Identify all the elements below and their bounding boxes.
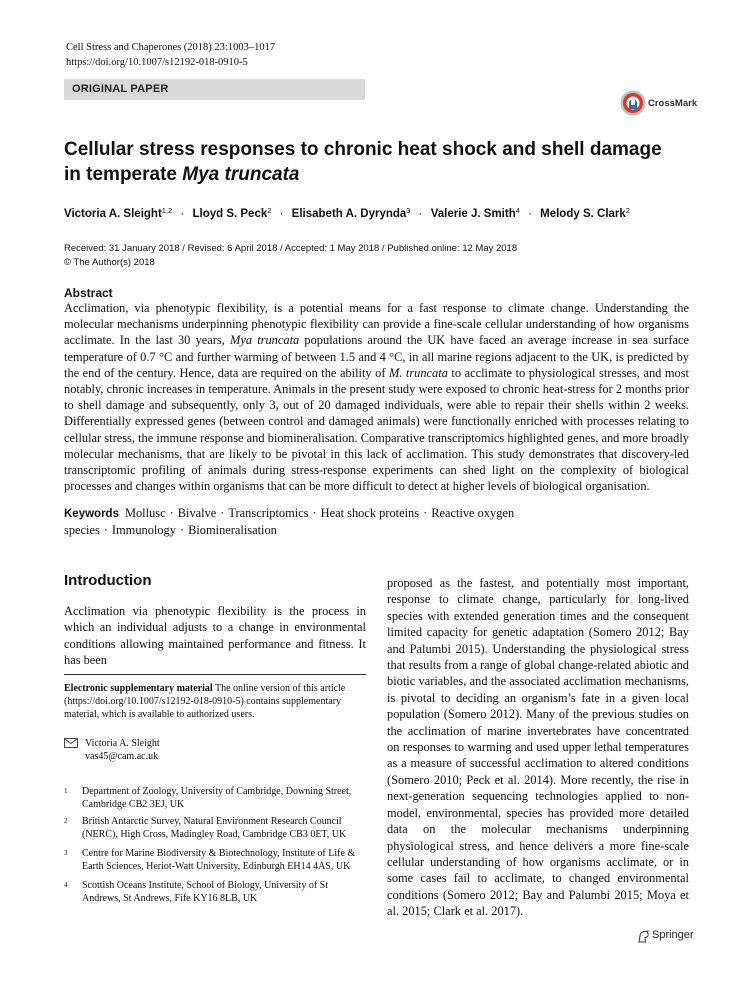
keyword-separator: · (179, 523, 185, 537)
publication-dates (64, 242, 517, 270)
affiliation-text: Department of Zoology, University of Cambridge, Downing Street, Cambridge CB2 3EJ, UK (82, 786, 352, 811)
abstract-body (64, 300, 689, 494)
author-name[interactable]: Elisabeth A. Dyrynda (291, 208, 407, 220)
paper-title (64, 137, 684, 187)
crossmark-icon (620, 90, 646, 116)
supplementary-material-note (64, 682, 366, 722)
keyword: Reactive oxygen species (64, 506, 515, 537)
keyword: Bivalve (177, 506, 217, 520)
crossmark-label: CrossMark (648, 98, 698, 109)
author-separator: · (418, 208, 423, 220)
keyword: Immunology (111, 523, 176, 537)
author-name[interactable]: Victoria A. Sleight (64, 208, 162, 220)
author-affiliation-marker: 4 (515, 206, 520, 215)
author-list (64, 203, 704, 222)
author-separator: · (279, 208, 284, 220)
author-affiliation-marker: 3 (406, 206, 411, 215)
correspondence-name: Victoria A. Sleight (85, 738, 160, 749)
publisher-name: Springer (652, 929, 694, 941)
keyword: Mollusc (124, 506, 166, 520)
author-affiliation-marker: 2 (267, 206, 272, 215)
keyword-separator: · (220, 506, 225, 520)
keyword-separator: · (169, 506, 174, 520)
introduction-right-column: proposed as the fastest, and potentially most important, response to climate change, particularly for long-lived species with extended generation times and the consequent limited capacity for genetic adaptation (Somero 2012; Bay and Palumbi 2015). Understanding the physiological stress that results from a range of global change-related abiotic and biotic variables, and the associated acclimation mechanisms, is pivotal to deciding an organism’s fate in a given local population (Somero 2012). Many of the previous studies on the acclimation of marine invertebrates have concentrated on responses to warming and used upper lethal temperatures as a measure of successful acclimation to altered conditions (Somero 2010; Peck et al. 2014). More recently, the rise in next-generation sequencing technologies applied to non-model, environmental, species has provided more detailed data on the molecular mechanisms underpinning physiological stress, and hence delivers a more fine-scale cellular understanding of how organisms acclimate, or in some cases fail to acclimate, to changed environmental conditions (Somero 2012; Bay and Palumbi 2015; Moya et al. 2015; Clark et al. 2017). (387, 576, 689, 919)
affiliation-text: Centre for Marine Biodiversity & Biotechnology, Institute of Life & Earth Sciences, Heriot-Watt University, Edinburgh EH14 4AS, UK (82, 848, 356, 873)
title-line-2 (64, 162, 684, 187)
abstract-heading: Abstract (64, 286, 113, 300)
title-species-name: Mya truncata (182, 164, 300, 185)
abstract-species: Mya truncata (230, 333, 300, 348)
correspondence-details (85, 737, 160, 763)
keyword-separator: · (103, 523, 108, 537)
crossmark-badge[interactable] (620, 90, 698, 120)
author-affiliation-marker: 2 (625, 206, 630, 215)
esm-label: Electronic supplementary material (64, 683, 213, 694)
abstract-text: to acclimate to physiological stresses, and most notably, chronic increases in temperature. Animals in the present study were exposed to chronic heat-stress for 2 months prior to shell damage and subsequently, only 3, out of 20 damaged individuals, were able to repair their shells within 2 weeks. Differentially expressed genes (between control and damaged animals) were functionally enriched with processes relating to cellular stress, the immune response and biomineralisation. Comparative transcriptomics highlighted genes, and more broadly molecular mechanisms, that are likely to be pivotal in this lack of acclimation. This study demonstrates that discovery-led transcriptomic profiling of animals during stress-response experiments can shed light on the complexity of biological processes and changes within organisms that can be more difficult to detect at higher levels of biological organisation. (64, 365, 689, 494)
abstract-species: M. truncata (388, 365, 448, 380)
journal-citation (66, 40, 275, 70)
keyword-separator: · (423, 506, 428, 520)
title-line-2-prefix: in temperate (64, 164, 183, 185)
introduction-left-column: Acclimation via phenotypic flexibility is the process in which an individual adjusts to a change in environmental conditions allowing maintained performance and fitness. It has been (64, 604, 366, 667)
author-separator: · (180, 208, 185, 220)
doi-line[interactable]: https://doi.org/10.1007/s12192-018-0910-5 (66, 57, 248, 68)
title-line-1: Cellular stress responses to chronic heat shock and shell damage (64, 139, 662, 160)
keyword: Transcriptomics (228, 506, 309, 520)
abstract-text: populations around the UK have faced an average increase in sea surface temperature of 0.7 °C and further warming of between 1.5 and 4 °C, in all marine regions adjacent to the UK, is predicted by the end of the century. Hence, data are required on the ability of (64, 333, 689, 380)
envelope-icon (64, 738, 78, 748)
keywords-label: Keywords (64, 508, 119, 520)
author-name[interactable]: Valerie J. Smith (430, 208, 516, 220)
footnote-divider (64, 674, 366, 675)
keyword: Biomineralisation (188, 523, 277, 537)
esm-text: The online version of this article (https://doi.org/10.1007/s12192-018-0910-5) contains supplementary material, which is available to authorized users. (64, 683, 346, 721)
affiliation-text: British Antarctic Survey, Natural Environment Research Council (NERC), High Cross, Madingley Road, Cambridge CB3 0ET, UK (82, 816, 347, 841)
abstract-text: Acclimation, via phenotypic flexibility, is a potential means for a fast response to climate change. Understanding the molecular mechanisms underpinning phenotypic flexibility can provide a fine-scale cellular understanding of how organisms acclimate. In the last 30 years, (64, 301, 689, 348)
affiliation-number: 4 (64, 881, 68, 889)
author-separator: · (528, 208, 532, 220)
author-affiliation-marker: 1,2 (161, 206, 173, 215)
keywords (64, 505, 689, 538)
journal-name-line: Cell Stress and Chaperones (2018) 23:1003–1017 (66, 42, 276, 53)
keyword-separator: · (312, 506, 317, 520)
springer-horse-icon (637, 930, 650, 943)
affiliation-text: Scottish Oceans Institute, School of Biology, University of St Andrews, St Andrews, Fife KY16 8LB, UK (82, 880, 329, 905)
copyright-line: © The Author(s) 2018 (64, 257, 155, 268)
affiliation-number: 2 (64, 817, 68, 825)
author-name[interactable]: Lloyd S. Peck (192, 208, 268, 220)
keyword: Heat shock proteins (320, 506, 420, 520)
author-name[interactable]: Melody S. Clark (540, 208, 626, 220)
history-dates: Received: 31 January 2018 / Revised: 6 April 2018 / Accepted: 1 May 2018 / Published online: 12 May 2018 (64, 243, 518, 254)
affiliation-number: 3 (64, 849, 68, 857)
paper-type-band: ORIGINAL PAPER (64, 79, 365, 100)
correspondence-email[interactable]: vas45@cam.ac.uk (85, 751, 159, 763)
introduction-heading: Introduction (64, 572, 152, 589)
affiliation-number: 1 (64, 787, 68, 795)
publisher-logo (637, 929, 697, 945)
